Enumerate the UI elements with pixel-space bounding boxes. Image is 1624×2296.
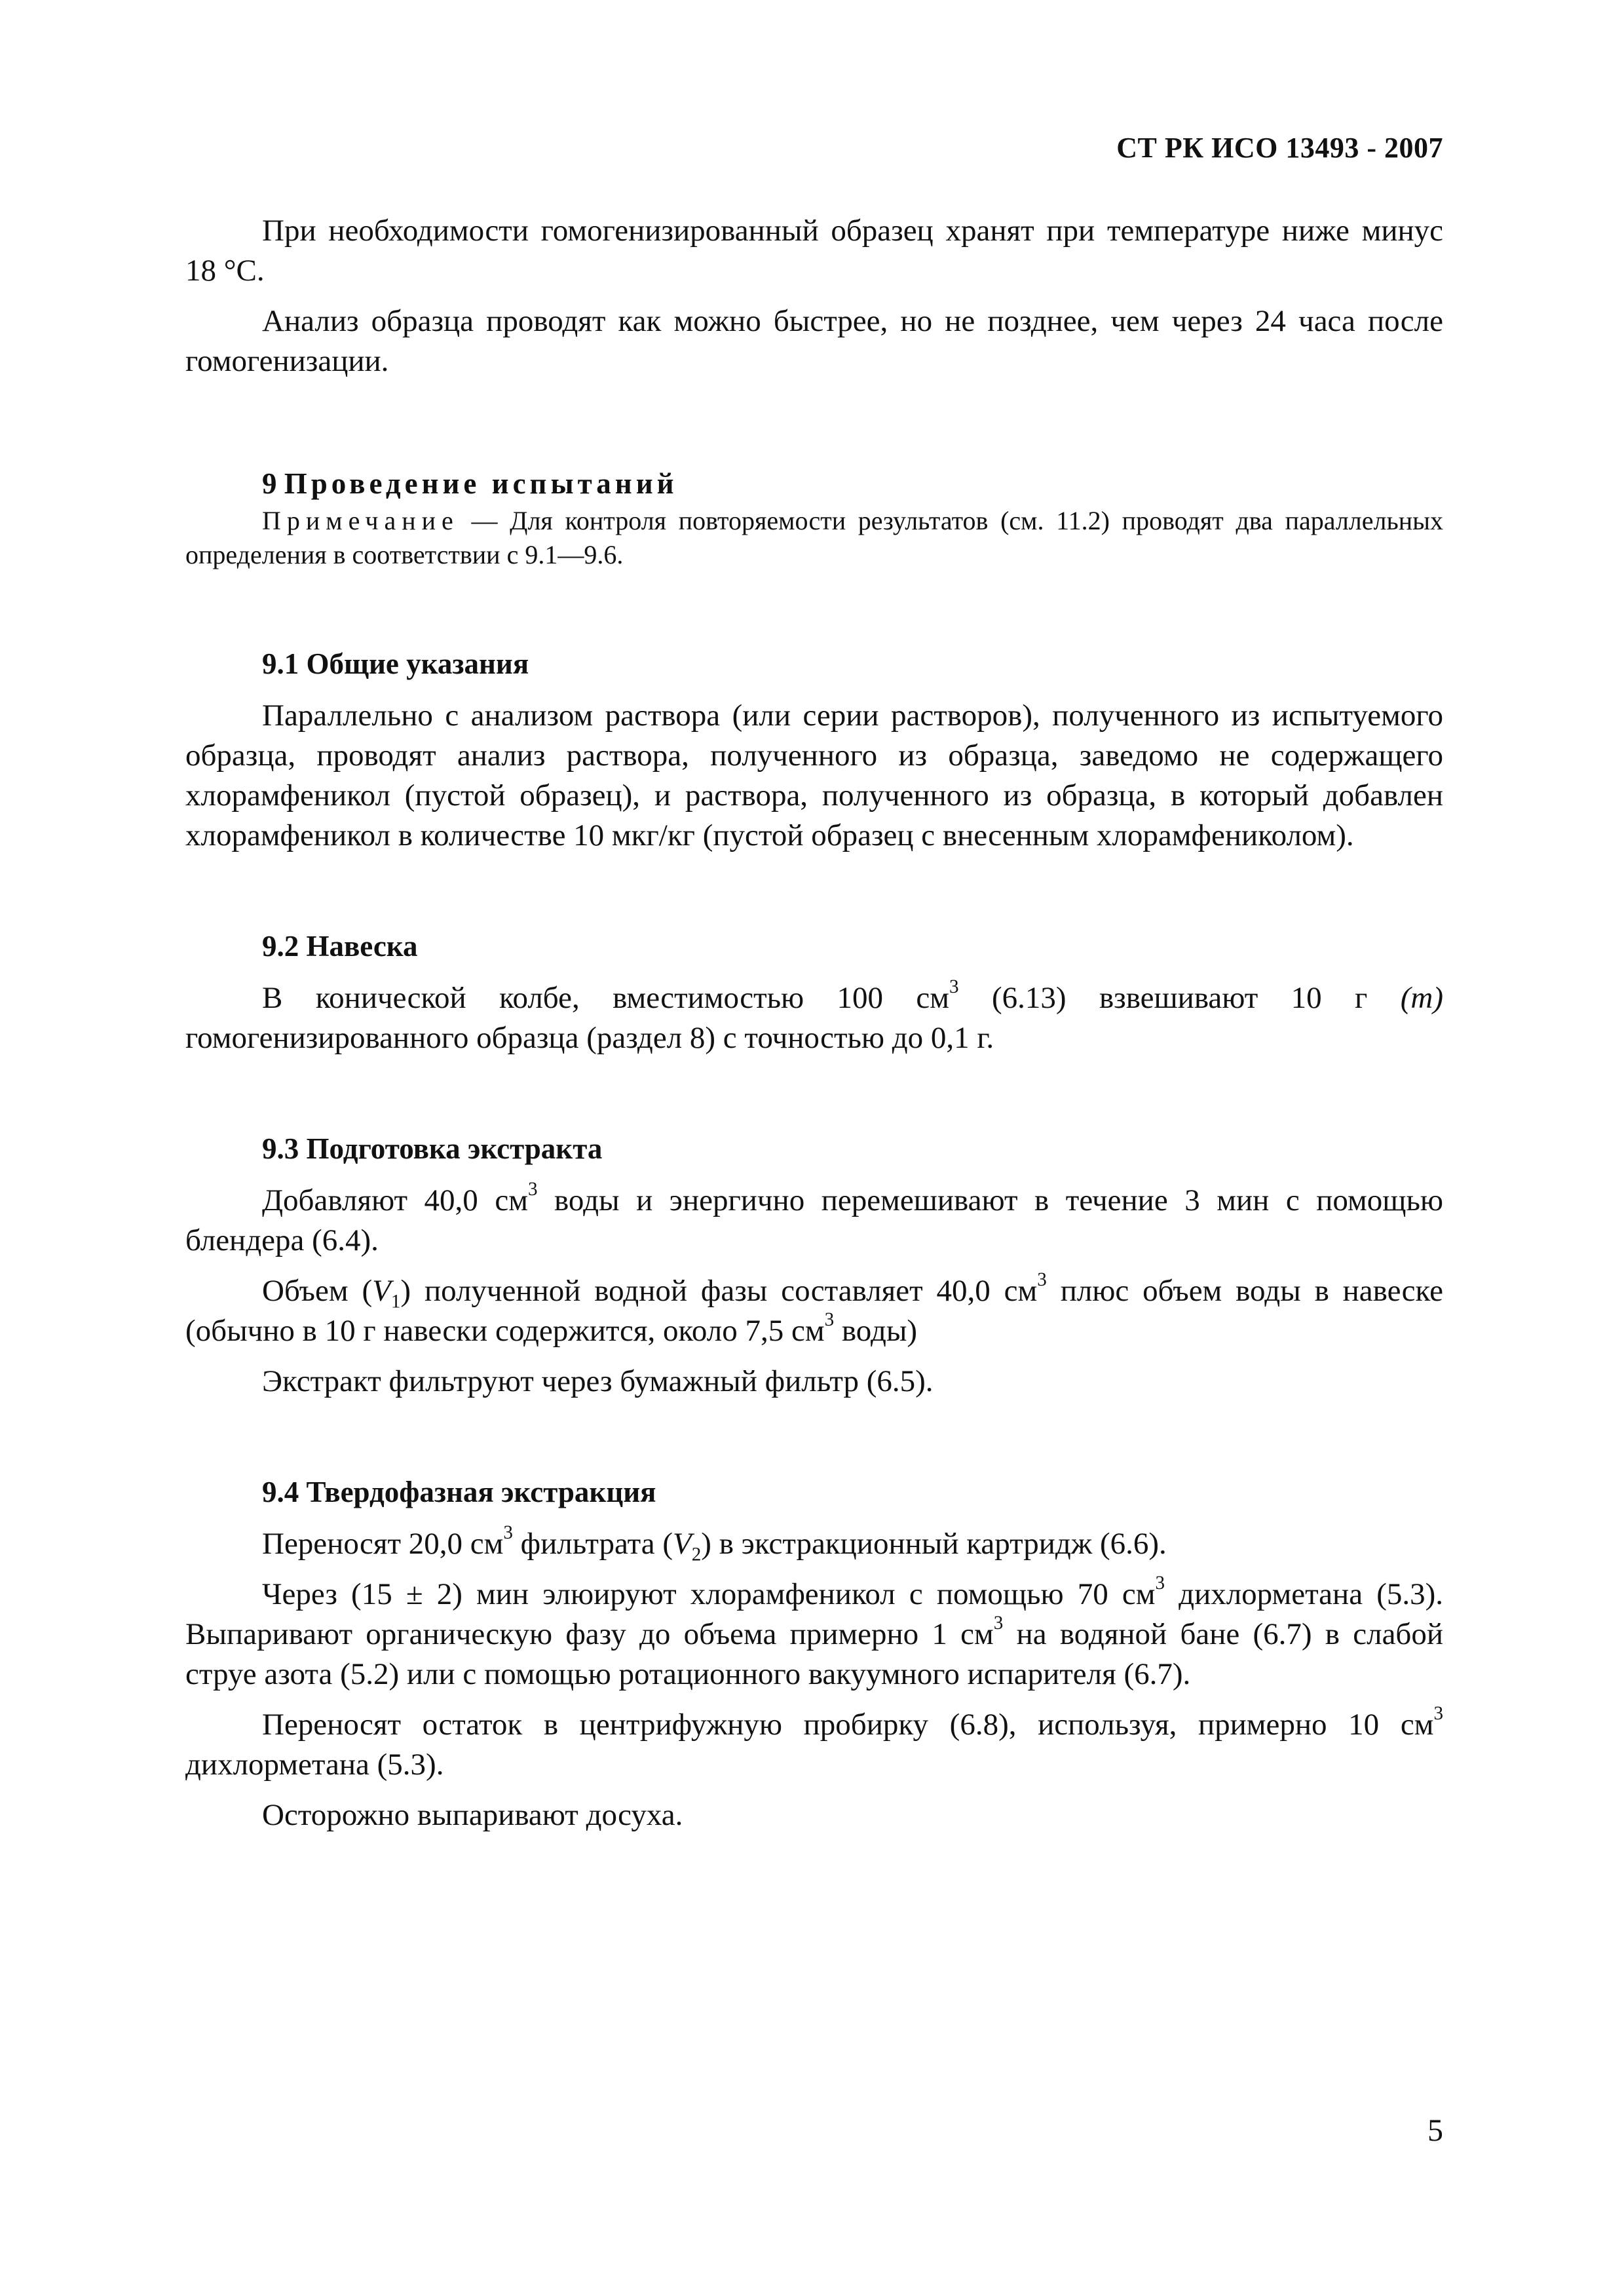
superscript: 3 — [1037, 1269, 1047, 1291]
superscript: 3 — [503, 1522, 513, 1544]
text-run: (6.13) взвешивают 10 г — [958, 981, 1401, 1015]
paragraph-storage: При необходимости гомогенизированный образец хранят при температуре ниже минус 18 °С. — [185, 214, 1443, 288]
paragraph-9-4-4: Осторожно выпаривают досуха. — [262, 1798, 683, 1832]
text-run: В конической колбе, вместимостью 100 см — [262, 981, 950, 1015]
text-run: Добавляют 40,0 см — [262, 1183, 528, 1217]
section-9-3-heading: 9.3 Подготовка экстракта — [262, 1132, 603, 1165]
paragraph-9-3-1 — [185, 1181, 1443, 1261]
note-label: Примечание — [262, 506, 459, 535]
section-9-number: 9 — [262, 467, 277, 500]
section-9-1-heading: 9.1 Общие указания — [262, 647, 529, 680]
text-run: на водяной бане (6.7) в слабой струе азота (5.2) или с помощью ротационного вакуумного испарителя (6.7). — [185, 1617, 1443, 1691]
section-9-title: Проведение испытаний — [284, 467, 678, 500]
subscript: 2 — [691, 1544, 702, 1565]
document-id-header: СТ РК ИСО 13493 - 2007 — [1116, 132, 1443, 164]
subscript: 1 — [390, 1291, 401, 1312]
superscript: 3 — [1155, 1573, 1165, 1594]
text-run: Переносят остаток в центрифужную пробирку (6.8), используя, примерно 10 см — [262, 1708, 1434, 1742]
paragraph-9-4-2 — [185, 1575, 1443, 1694]
superscript: 3 — [1433, 1703, 1443, 1725]
superscript: 3 — [824, 1309, 835, 1331]
paragraph-9-1: Параллельно с анализом раствора (или серии растворов), полученного из испытуемого образца, проводят анализ раствора, полученного из образца, заведомо не содержащего хлорамфеникол (пустой образец), и раствора, полученного из образца, в который добавлен хлорамфеникол в количестве 10 мкг/кг (пустой образец с внесенным хлорамфениколом). — [185, 698, 1443, 852]
text-run: ) полученной водной фазы составляет 40,0 см — [400, 1274, 1038, 1308]
paragraph-analysis-timing: Анализ образца проводят как можно быстрее, но не позднее, чем через 24 часа после гомогенизации. — [185, 304, 1443, 378]
superscript: 3 — [949, 976, 959, 998]
text-run: Объем ( — [262, 1274, 373, 1308]
paragraph-9-3-2 — [185, 1271, 1443, 1351]
text-run: дихлорметана (5.3). Выпаривают органическую фазу до объема примерно 1 см — [185, 1577, 1443, 1651]
text-run: плюс объем воды в навеске (обычно в 10 г навески содержится, около 7,5 см — [185, 1274, 1443, 1348]
paragraph-9-4-1 — [185, 1524, 1443, 1564]
page-content — [185, 211, 1443, 1835]
text-run: гомогенизированного образца (раздел 8) с точностью до 0,1 г. — [185, 1021, 994, 1055]
paragraph-9-4-3 — [185, 1705, 1443, 1785]
text-run: дихлорметана (5.3). — [185, 1748, 444, 1782]
section-9-4-heading: 9.4 Твердофазная экстракция — [262, 1476, 656, 1508]
paragraph-9-3-3: Экстракт фильтруют через бумажный фильтр (6.5). — [262, 1364, 934, 1398]
mass-symbol: (m) — [1400, 981, 1443, 1015]
section-9-2-heading: 9.2 Навеска — [262, 930, 418, 963]
text-run: Через (15 ± 2) мин элюируют хлорамфеникол с помощью 70 см — [262, 1577, 1156, 1611]
text-run: Переносят 20,0 см — [262, 1527, 504, 1561]
text-run: фильтрата ( — [512, 1527, 673, 1561]
text-run: воды) — [834, 1314, 918, 1348]
section-9-note — [185, 504, 1443, 572]
text-run: воды и энергично перемешивают в течение 3 мин с помощью блендера (6.4). — [185, 1183, 1443, 1257]
page-number: 5 — [1427, 2113, 1443, 2148]
superscript: 3 — [527, 1179, 538, 1200]
volume-symbol: V — [372, 1274, 391, 1308]
volume-symbol: V — [673, 1527, 692, 1561]
note-text: — Для контроля повторяемости результатов (см. 11.2) проводят два параллельных определения в соответствии с 9.1—9.6. — [185, 506, 1443, 569]
text-run: ) в экстракционный картридж (6.6). — [701, 1527, 1167, 1561]
superscript: 3 — [993, 1613, 1004, 1634]
paragraph-9-2 — [185, 978, 1443, 1058]
section-9-heading — [185, 464, 1443, 504]
